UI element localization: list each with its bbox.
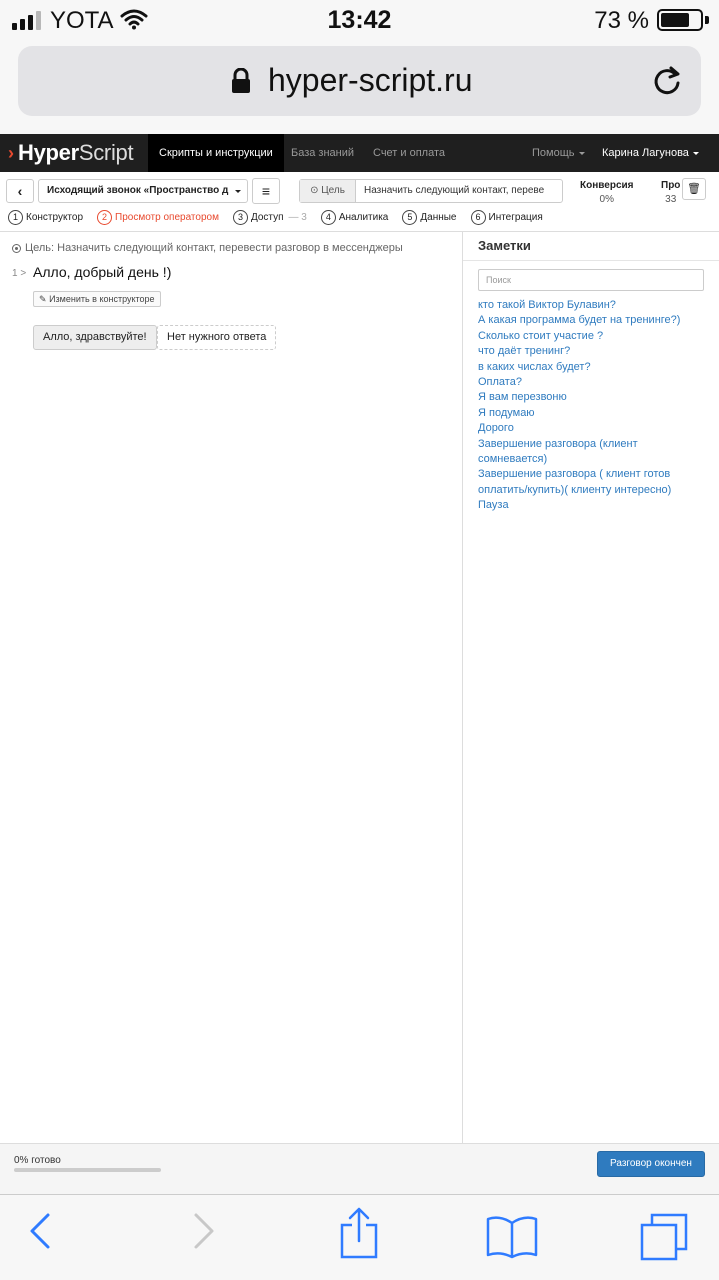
- carrier-name: YOTA: [50, 7, 114, 34]
- logo-text-light: Script: [78, 140, 134, 165]
- step-number: 5: [402, 210, 417, 225]
- nav-billing[interactable]: Счет и оплата: [373, 147, 445, 159]
- web-content: [0, 134, 719, 1194]
- back-button[interactable]: [6, 179, 34, 203]
- target-icon: [12, 244, 21, 253]
- nav-help[interactable]: [532, 134, 585, 172]
- note-link[interactable]: Я вам перезвоню: [478, 391, 567, 404]
- conversion-label: Конверсия: [580, 180, 634, 191]
- bookmarks-icon[interactable]: [486, 1215, 538, 1264]
- tabs-icon[interactable]: [640, 1213, 690, 1268]
- note-link[interactable]: кто такой Виктор Булавин?: [478, 299, 616, 311]
- back-arrow-icon[interactable]: [26, 1211, 56, 1256]
- second-metric-label: Про: [661, 180, 681, 191]
- step-number: 1: [8, 210, 23, 225]
- step-label: Данные: [420, 212, 457, 223]
- chevron-down-icon: [579, 152, 585, 155]
- notes-title: Заметки: [478, 238, 531, 253]
- goal-label-text: Цель: [321, 185, 345, 196]
- goal-label: [300, 180, 356, 202]
- question-number: [12, 268, 26, 279]
- step-analytics[interactable]: [321, 210, 389, 225]
- nav-help-label: Помощь: [532, 147, 575, 159]
- battery-percent: 73 %: [594, 7, 649, 34]
- note-link[interactable]: в каких числах будет?: [478, 360, 591, 373]
- browser-toolbar: [0, 1194, 719, 1280]
- step-number: 4: [321, 210, 336, 225]
- delete-button[interactable]: [682, 178, 706, 200]
- note-link[interactable]: Оплата?: [478, 376, 522, 389]
- url-text: hyper-script.ru: [268, 62, 473, 98]
- step-label: Интеграция: [488, 212, 543, 223]
- edit-button-label: Изменить в конструкторе: [49, 294, 155, 304]
- step-access[interactable]: [233, 210, 307, 225]
- user-name: Карина Лагунова: [602, 147, 689, 159]
- second-metric-value: 33: [665, 194, 677, 205]
- footer: [0, 1143, 719, 1194]
- target-icon: ⊙: [310, 185, 319, 196]
- logo-text-bold: Hyper: [18, 140, 79, 165]
- conversion-value: 0%: [599, 194, 614, 205]
- steps-nav: [8, 210, 557, 225]
- step-integration[interactable]: [471, 210, 543, 225]
- note-link[interactable]: Дорого: [478, 422, 514, 435]
- progress-label: 0% готово: [14, 1155, 61, 1166]
- script-name: Исходящий звонок «Пространство д: [47, 185, 229, 196]
- logo[interactable]: [8, 140, 133, 166]
- progress-bar: [14, 1168, 161, 1172]
- nav-user-menu[interactable]: [602, 134, 699, 172]
- note-link[interactable]: Завершение разговора (клиент сомневается): [478, 437, 638, 466]
- nav-knowledge-base[interactable]: База знаний: [291, 147, 355, 159]
- chevron-left-icon: ‹: [17, 183, 23, 199]
- note-link[interactable]: что даёт тренинг?: [478, 345, 571, 358]
- pencil-icon: ✎: [39, 294, 47, 304]
- note-link[interactable]: Я подумаю: [478, 406, 535, 419]
- divider: [463, 260, 719, 261]
- top-navbar: [0, 134, 719, 172]
- question-arrow: >: [20, 268, 27, 279]
- script-select[interactable]: [38, 179, 248, 203]
- no-answer-button[interactable]: Нет нужного ответа: [157, 325, 276, 350]
- note-link[interactable]: Сколько стоит участие ?: [478, 329, 604, 342]
- logo-chevron-icon: ›: [8, 142, 14, 163]
- notes-search-input[interactable]: Поиск: [478, 269, 704, 291]
- step-label: Аналитика: [338, 212, 389, 223]
- question-number-value: 1: [12, 268, 18, 279]
- menu-button[interactable]: [252, 178, 280, 204]
- step-label: Конструктор: [26, 212, 84, 223]
- question-text: Алло, добрый день !): [33, 264, 172, 280]
- step-number: 3: [233, 210, 248, 225]
- step-data[interactable]: [402, 210, 456, 225]
- trash-icon: 🗑: [687, 183, 701, 195]
- step-number: 6: [471, 210, 486, 225]
- goal-field[interactable]: [299, 179, 563, 203]
- notes-list: [478, 298, 698, 514]
- step-extra: — 3: [288, 212, 307, 223]
- step-constructor[interactable]: [8, 210, 83, 225]
- battery-icon: [657, 9, 703, 31]
- share-icon[interactable]: [338, 1207, 380, 1264]
- note-link[interactable]: А какая программа будет на тренинге?): [478, 314, 681, 327]
- note-link[interactable]: Пауза: [478, 499, 509, 512]
- step-operator-view[interactable]: [97, 210, 219, 225]
- edit-in-constructor-button[interactable]: [33, 291, 161, 307]
- end-call-button[interactable]: Разговор окончен: [597, 1151, 705, 1177]
- conversion-metric: [580, 180, 633, 205]
- answer-button[interactable]: Алло, здравствуйте!: [33, 325, 157, 350]
- divider: [0, 231, 719, 232]
- chevron-down-icon: [693, 152, 699, 155]
- goal-line: [12, 242, 403, 254]
- goal-line-text: Цель: Назначить следующий контакт, перевести разговор в мессенджеры: [25, 242, 403, 254]
- chevron-down-icon: [235, 190, 241, 193]
- clock: 13:42: [327, 6, 392, 34]
- nav-scripts[interactable]: Скрипты и инструкции: [148, 134, 284, 172]
- reload-icon[interactable]: [651, 64, 683, 103]
- step-label: Доступ: [250, 212, 284, 223]
- second-metric: [661, 180, 680, 205]
- goal-input[interactable]: Назначить следующий контакт, переве: [364, 185, 545, 196]
- address-bar[interactable]: [18, 46, 701, 116]
- battery-cap: [705, 16, 709, 24]
- lock-icon: [230, 68, 252, 99]
- forward-arrow-icon[interactable]: [188, 1211, 218, 1256]
- step-label: Просмотр оператором: [115, 212, 219, 223]
- hamburger-icon: ≡: [261, 183, 271, 199]
- note-link[interactable]: Завершение разговора ( клиент готов оплатить/купить)( клиенту интересно): [478, 468, 672, 496]
- divider: [462, 231, 463, 1143]
- step-number: 2: [97, 210, 112, 225]
- status-bar: [0, 0, 719, 40]
